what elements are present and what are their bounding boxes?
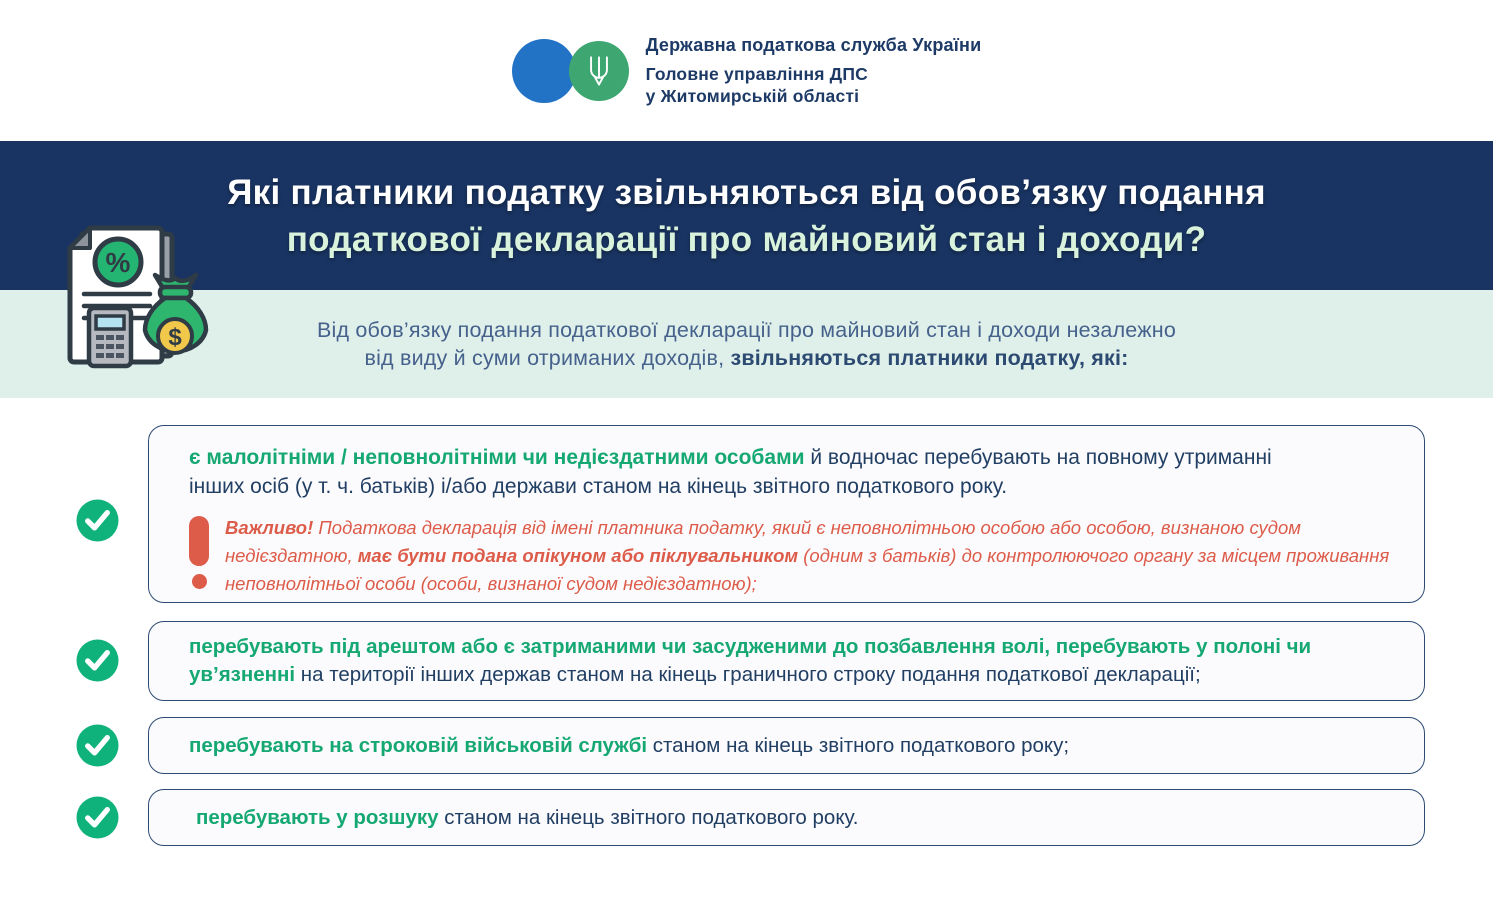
card-lead-text: перебувають у розшуку xyxy=(196,806,439,829)
exemption-card-military xyxy=(148,717,1425,774)
intro-band xyxy=(0,290,1493,398)
card-lead-text: перебувають на строковій військовій службі xyxy=(189,734,648,757)
logo-green-circle-icon xyxy=(569,41,629,101)
org-line1: Державна податкова служба України xyxy=(645,34,982,55)
important-note-text xyxy=(225,514,1390,598)
exemption-card-minors xyxy=(148,425,1425,603)
card-lead-text: перебувають під арештом або є затриманими чи засудженими до позбавлення волі, перебувають у полоні чи ув’язненні xyxy=(189,635,1312,686)
org-line2: Головне управління ДПС xyxy=(645,63,868,84)
note-part1: Податкова декларація від імені платника податку, який є неповнолітньою особою або особою, визнаною судом недієздатною, xyxy=(225,517,1301,566)
check-icon xyxy=(76,639,119,682)
intro-line2-regular: від виду й суми отриманих доходів, xyxy=(364,346,731,370)
check-icon xyxy=(76,499,119,542)
check-icon xyxy=(76,796,119,839)
calculator-icon xyxy=(89,308,131,366)
dollar-glyph: $ xyxy=(168,324,182,351)
note-part2: (одним з батьків) до контролюючого органу за місцем проживання неповнолітньої особи (особи, визнаної судом недієздатною); xyxy=(225,545,1390,594)
folded-corner xyxy=(70,228,90,248)
logo-blue-circle-icon xyxy=(512,39,576,103)
card-rest-text: станом на кінець звітного податкового року; xyxy=(647,734,1070,757)
page-title-line2: податкової декларації про майновий стан і доходи? xyxy=(286,219,1207,259)
card-rest-text: на території інших держав станом на кінець граничного строку подання податкової декларації; xyxy=(295,663,1201,686)
exemption-card-arrest xyxy=(148,621,1425,701)
card-text xyxy=(189,731,1069,760)
logo-circles xyxy=(512,39,629,103)
header xyxy=(0,0,1493,141)
note-label: Важливо! xyxy=(225,517,314,538)
card-rest-text: й водночас перебувають на повному утриманні інших осіб (у т. ч. батьків) і/або держави станом на кінець звітного податкового року. xyxy=(189,446,1272,498)
card-rest-text: станом на кінець звітного податкового року. xyxy=(438,806,859,829)
trident-icon xyxy=(584,54,614,88)
tax-document-icon xyxy=(62,220,210,377)
logo xyxy=(512,35,982,107)
title-banner xyxy=(0,141,1493,290)
org-line3: у Житомирській області xyxy=(645,85,860,106)
important-note xyxy=(189,514,1394,598)
card-text xyxy=(189,443,1294,501)
intro-line2 xyxy=(0,344,1493,372)
exclamation-icon xyxy=(189,514,211,598)
intro-line1: Від обов’язку подання податкової декларації про майновий стан і доходи незалежно xyxy=(316,318,1177,342)
card-lead-text: є малолітніми / неповнолітніми чи недієздатними особами xyxy=(189,446,805,469)
note-bold: має бути подана опікуном або піклувальником xyxy=(357,545,799,566)
check-icon xyxy=(76,724,119,767)
page-title-line1: Які платники податку звільняються від обов’язку подання xyxy=(227,172,1266,212)
percent-glyph: % xyxy=(105,247,131,278)
card-text xyxy=(189,633,1394,689)
exemption-card-wanted xyxy=(148,789,1425,846)
intro-line2-bold: звільняються платники податку, які: xyxy=(730,346,1129,370)
card-text xyxy=(196,803,858,832)
org-name-block xyxy=(646,35,982,107)
